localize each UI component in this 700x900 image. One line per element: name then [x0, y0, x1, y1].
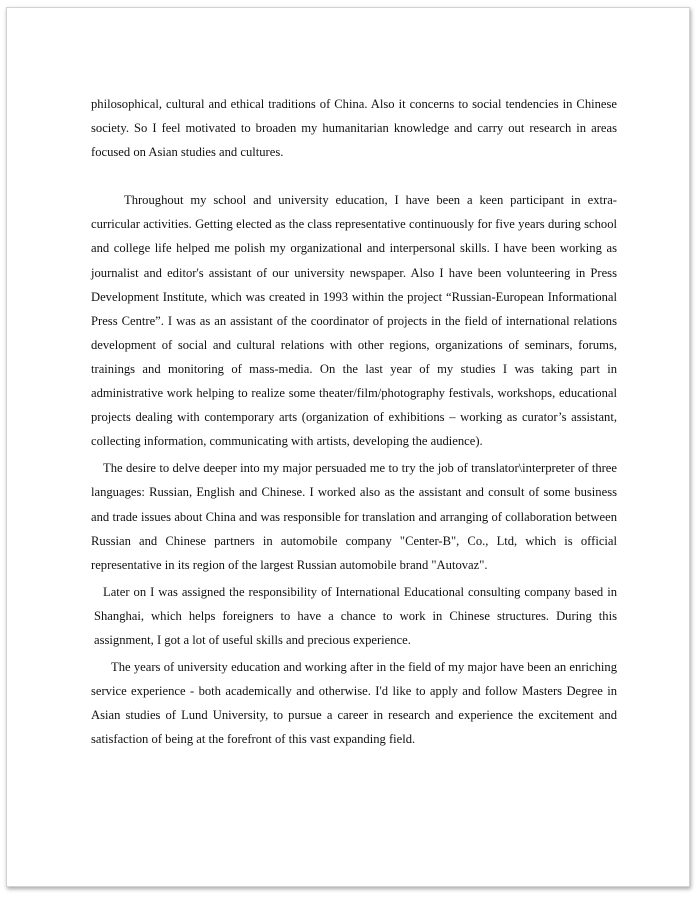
paragraph-5: The years of university education and working after in the field of my major have been an enriching service experience - both academically and otherwise. I'd like to apply and follow Masters Degree in Asian studies of Lund University, to pursue a career in research and experience the excitement and satisfaction of being at the forefront of this vast expanding field. — [91, 660, 617, 747]
paragraph-2: Throughout my school and university education, I have been a keen participant in extra-curricular activities. Getting elected as the class representative continuously for five years during school and college life helped me polish my organizational and interpersonal skills. I have been working as journalist and editor's assistant of our university newspaper. Also I have been volunteering in Press Development Institute, which was created in 1993 within the project “Russian-European Informational Press Centre”. I was as an assistant of the coordinator of projects in the field of international relations development of social and cultural relations with other regions, organizations of seminars, forums, trainings and monitoring of mass-media. On the last year of my studies I was taking part in administrative work helping to realize some theater/film/photography festivals, workshops, educational projects dealing with contemporary arts (organization of exhibitions – working as curator’s assistant, collecting information, communicating with artists, developing the audience). — [91, 193, 617, 449]
paragraph-4: Later on I was assigned the responsibility of International Educational consulting company based in Shanghai, which helps foreigners to have a chance to work in Chinese structures. During this assignment, I got a lot of useful skills and precious experience. — [94, 584, 617, 647]
paragraph-1: philosophical, cultural and ethical traditions of China. Also it concerns to social tendencies in Chinese society. So I feel motivated to broaden my humanitarian knowledge and carry out research in areas focused on Asian studies and cultures. — [91, 97, 617, 160]
document-page — [6, 7, 690, 887]
document-body — [91, 92, 617, 751]
paragraph-3: The desire to delve deeper into my major persuaded me to try the job of translator\interpreter of three languages: Russian, English and Chinese. I worked also as the assistant and consult of some business and trade issues about China and was responsible for translation and arranging of collaboration between Russian and Chinese partners in automobile company "Center-B", Co., Ltd, which is official representative in its region of the largest Russian automobile brand "Autovaz". — [91, 461, 617, 572]
